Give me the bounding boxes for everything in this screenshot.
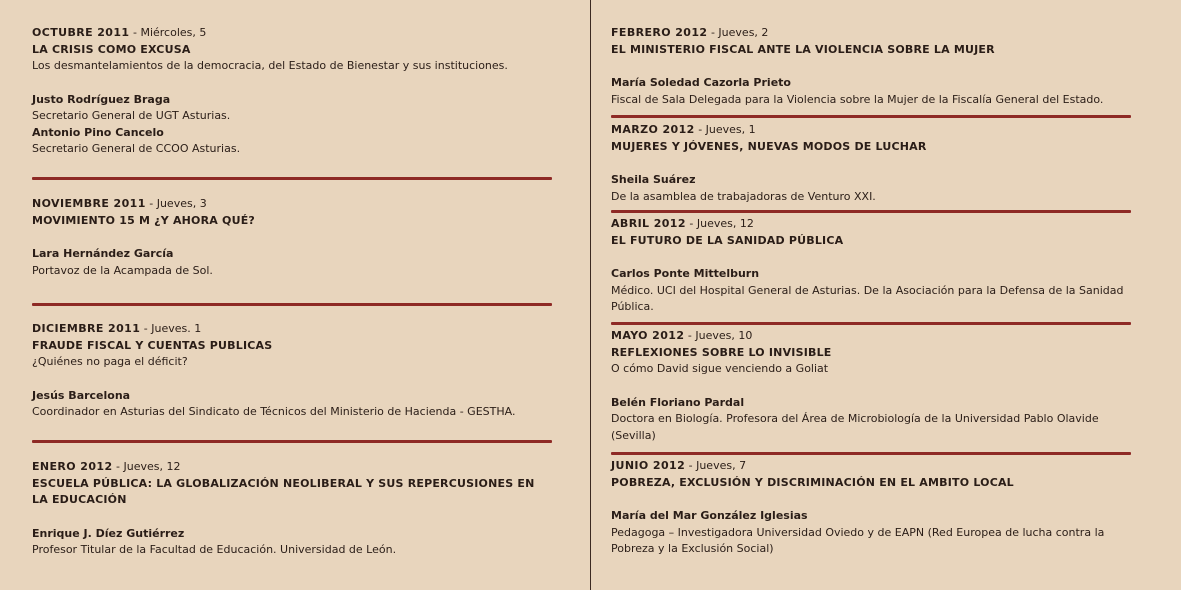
speaker-name: Belén Floriano Pardal	[611, 395, 745, 409]
event-date	[611, 25, 1151, 42]
event-title: MOVIMIENTO 15 M ¿Y AHORA QUÉ?	[32, 213, 256, 227]
event-enero-2012	[32, 459, 554, 559]
speaker-role: Coordinador en Asturias del Sindicato de Técnicos del Ministerio de Hacienda - GESTHA.	[32, 405, 516, 418]
speaker-name: Justo Rodríguez Braga	[32, 92, 171, 106]
event-month: ENERO 2012	[32, 460, 113, 473]
speaker-name: Sheila Suárez	[611, 173, 696, 186]
speaker-name: Lara Hernández García	[32, 247, 174, 260]
speaker-role: De la asamblea de trabajadoras de Venturo XXI.	[611, 189, 876, 203]
speaker-name: Antonio Pino Cancelo	[32, 125, 164, 139]
event-title: EL FUTURO DE LA SANIDAD PÚBLICA	[611, 233, 844, 247]
speaker-role: Fiscal de Sala Delegada para la Violencia sobre la Mujer de la Fiscalía General del Estado.	[611, 92, 1104, 106]
event-day: - Jueves, 12	[112, 460, 181, 473]
event-title: FRAUDE FISCAL Y CUENTAS PUBLICAS	[32, 338, 273, 352]
speaker-role: Secretario General de CCOO Asturias.	[32, 142, 241, 155]
section-divider	[611, 210, 1131, 213]
event-date	[611, 216, 1151, 233]
event-day: - Jueves, 12	[685, 217, 754, 230]
event-title: MUJERES Y JÓVENES, NUEVAS MODOS DE LUCHAR	[611, 139, 927, 153]
event-subtitle: O cómo David sigue venciendo a Goliat	[611, 362, 829, 375]
event-junio-2012	[611, 458, 1151, 558]
event-subtitle: Los desmantelamientos de la democracia, del Estado de Bienestar y sus instituciones.	[32, 59, 508, 72]
event-marzo-2012	[611, 122, 1151, 205]
event-month: MAYO 2012	[611, 329, 685, 342]
speaker-name: María del Mar González Iglesias	[611, 509, 808, 522]
event-title: POBREZA, EXCLUSIÓN Y DISCRIMINACIÓN EN EL AMBITO LOCAL	[611, 475, 1014, 489]
event-day: - Jueves, 3	[145, 197, 207, 210]
event-month: OCTUBRE 2011	[32, 26, 130, 39]
event-day: - Jueves, 10	[684, 329, 753, 342]
speaker-name: María Soledad Cazorla Prieto	[611, 76, 791, 89]
section-divider	[611, 452, 1131, 455]
center-fold-line	[590, 0, 591, 590]
speaker-name: Carlos Ponte Mittelburn	[611, 267, 760, 280]
event-diciembre-2011	[32, 321, 554, 421]
section-divider	[611, 322, 1131, 325]
event-month: JUNIO 2012	[611, 459, 686, 472]
event-month: FEBRERO 2012	[611, 26, 708, 39]
speaker-name: Jesús Barcelona	[32, 388, 131, 402]
event-abril-2012	[611, 216, 1151, 316]
event-month: MARZO 2012	[611, 123, 695, 136]
event-date	[611, 328, 1151, 345]
speaker-role: Médico. UCI del Hospital General de Asturias. De la Asociación para la Defensa de la Sanidad Pública.	[611, 283, 1124, 313]
section-divider	[32, 440, 552, 443]
speaker-role: Portavoz de la Acampada de Sol.	[32, 263, 213, 277]
speaker-role: Secretario General de UGT Asturias.	[32, 109, 231, 122]
event-octubre-2011	[32, 25, 554, 158]
event-noviembre-2011	[32, 196, 554, 279]
event-day: - Jueves, 1	[694, 123, 756, 136]
right-column	[611, 0, 1151, 590]
event-subtitle: ¿Quiénes no paga el déficit?	[32, 355, 188, 368]
event-title: REFLEXIONES SOBRE LO INVISIBLE	[611, 345, 832, 359]
event-title: ESCUELA PÚBLICA: LA GLOBALIZACIÓN NEOLIBERAL Y SUS REPERCUSIONES EN LA EDUCACIÓN	[32, 476, 535, 506]
event-month: NOVIEMBRE 2011	[32, 197, 146, 210]
event-date	[611, 122, 1151, 139]
section-divider	[32, 177, 552, 180]
section-divider	[611, 115, 1131, 118]
event-title: EL MINISTERIO FISCAL ANTE LA VIOLENCIA SOBRE LA MUJER	[611, 42, 995, 56]
event-day: - Miércoles, 5	[129, 26, 207, 39]
event-day: - Jueves. 1	[140, 322, 202, 335]
event-mayo-2012	[611, 328, 1151, 444]
event-month: ABRIL 2012	[611, 217, 686, 230]
event-date	[611, 458, 1151, 475]
event-febrero-2012	[611, 25, 1151, 108]
event-day: - Jueves, 2	[707, 26, 769, 39]
event-date	[32, 459, 554, 476]
section-divider	[32, 303, 552, 306]
event-month: DICIEMBRE 2011	[32, 322, 141, 335]
event-date	[32, 25, 554, 42]
left-column	[32, 0, 554, 590]
speaker-role: Pedagoga – Investigadora Universidad Oviedo y de EAPN (Red Europea de lucha contra la Pobreza y la Exclusión Social)	[611, 525, 1105, 555]
event-day: - Jueves, 7	[685, 459, 747, 472]
speaker-role: Profesor Titular de la Facultad de Educación. Universidad de León.	[32, 543, 397, 556]
speaker-name: Enrique J. Díez Gutiérrez	[32, 526, 185, 540]
event-date	[32, 196, 554, 213]
speaker-role: Doctora en Biología. Profesora del Área de Microbiología de la Universidad Pablo Olavide (Sevilla)	[611, 412, 1099, 442]
event-date	[32, 321, 554, 338]
event-title: LA CRISIS COMO EXCUSA	[32, 42, 191, 56]
